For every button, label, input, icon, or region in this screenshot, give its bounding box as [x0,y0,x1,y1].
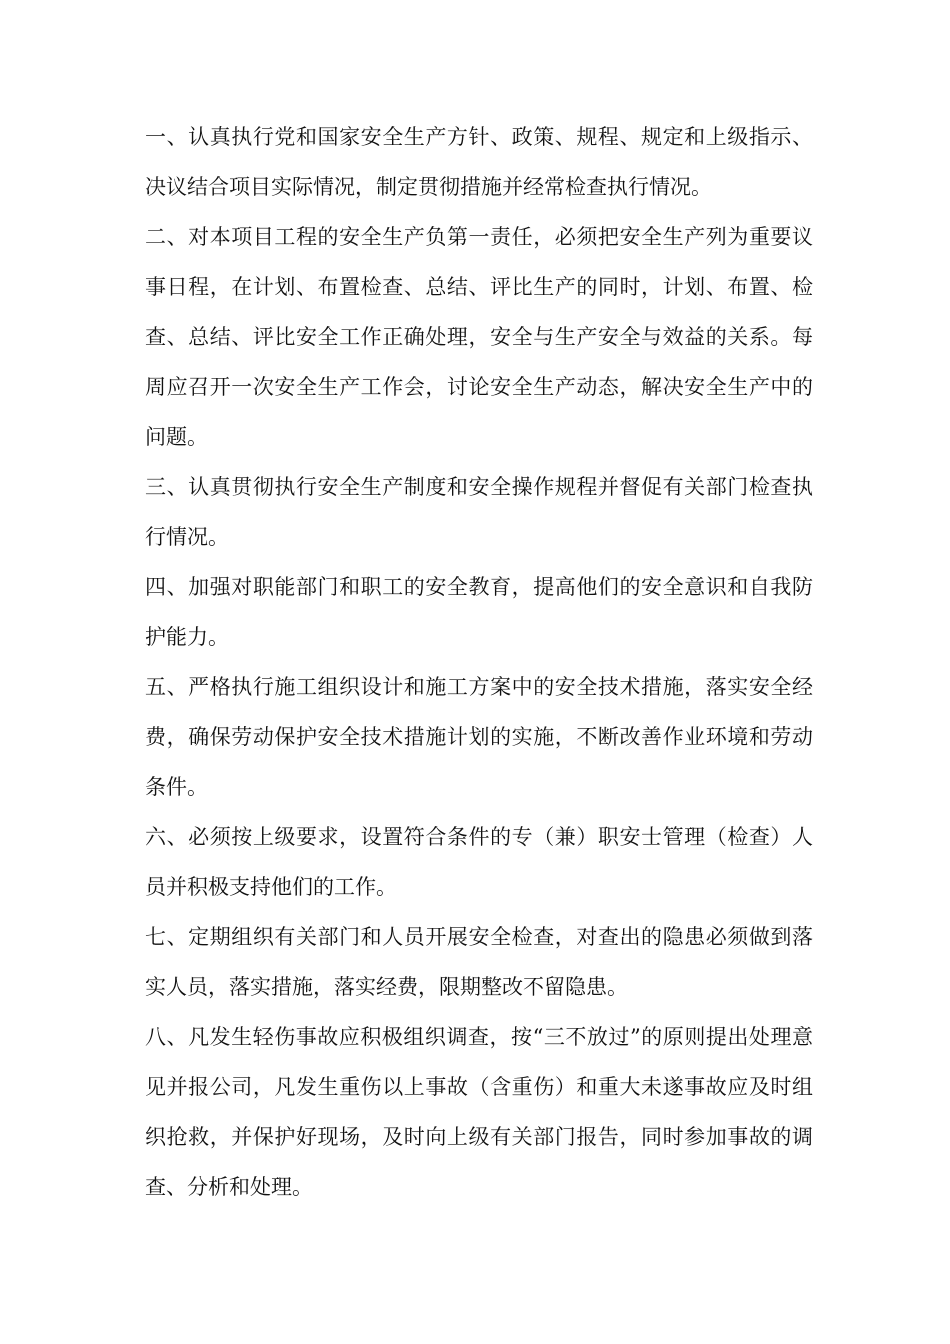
paragraph-7: 七、定期组织有关部门和人员开展安全检查，对查出的隐患必须做到落实人员，落实措施，落实经费，限期整改不留隐患。 [145,925,813,999]
paragraph-4: 四、加强对职能部门和职工的安全教育，提高他们的安全意识和自我防护能力。 [145,575,813,649]
paragraph-8: 八、凡发生轻伤事故应积极组织调查，按“三不放过”的原则提出处理意见并报公司，凡发生重伤以上事故（含重伤）和重大未遂事故应及时组织抢救，并保护好现场，及时向上级有关部门报告，同时参加事故的调查、分析和处理。 [145,1025,813,1199]
paragraph-5: 五、严格执行施工组织设计和施工方案中的安全技术措施，落实安全经费，确保劳动保护安全技术措施计划的实施，不断改善作业环境和劳动条件。 [145,675,813,799]
paragraph-1: 一、认真执行党和国家安全生产方针、政策、规程、规定和上级指示、决议结合项目实际情况，制定贯彻措施并经常检查执行情况。 [145,125,813,199]
paragraph-2: 二、对本项目工程的安全生产负第一责任，必须把安全生产列为重要议事日程，在计划、布置检查、总结、评比生产的同时，计划、布置、检查、总结、评比安全工作正确处理，安全与生产安全与效益的关系。每周应召开一次安全生产工作会，讨论安全生产动态，解决安全生产中的问题。 [145,225,813,449]
paragraph-3: 三、认真贯彻执行安全生产制度和安全操作规程并督促有关部门检查执行情况。 [145,475,813,549]
document-body [145,112,813,1212]
paragraph-6: 六、必须按上级要求，设置符合条件的专（兼）职安士管理（检查）人员并积极支持他们的工作。 [145,825,813,899]
